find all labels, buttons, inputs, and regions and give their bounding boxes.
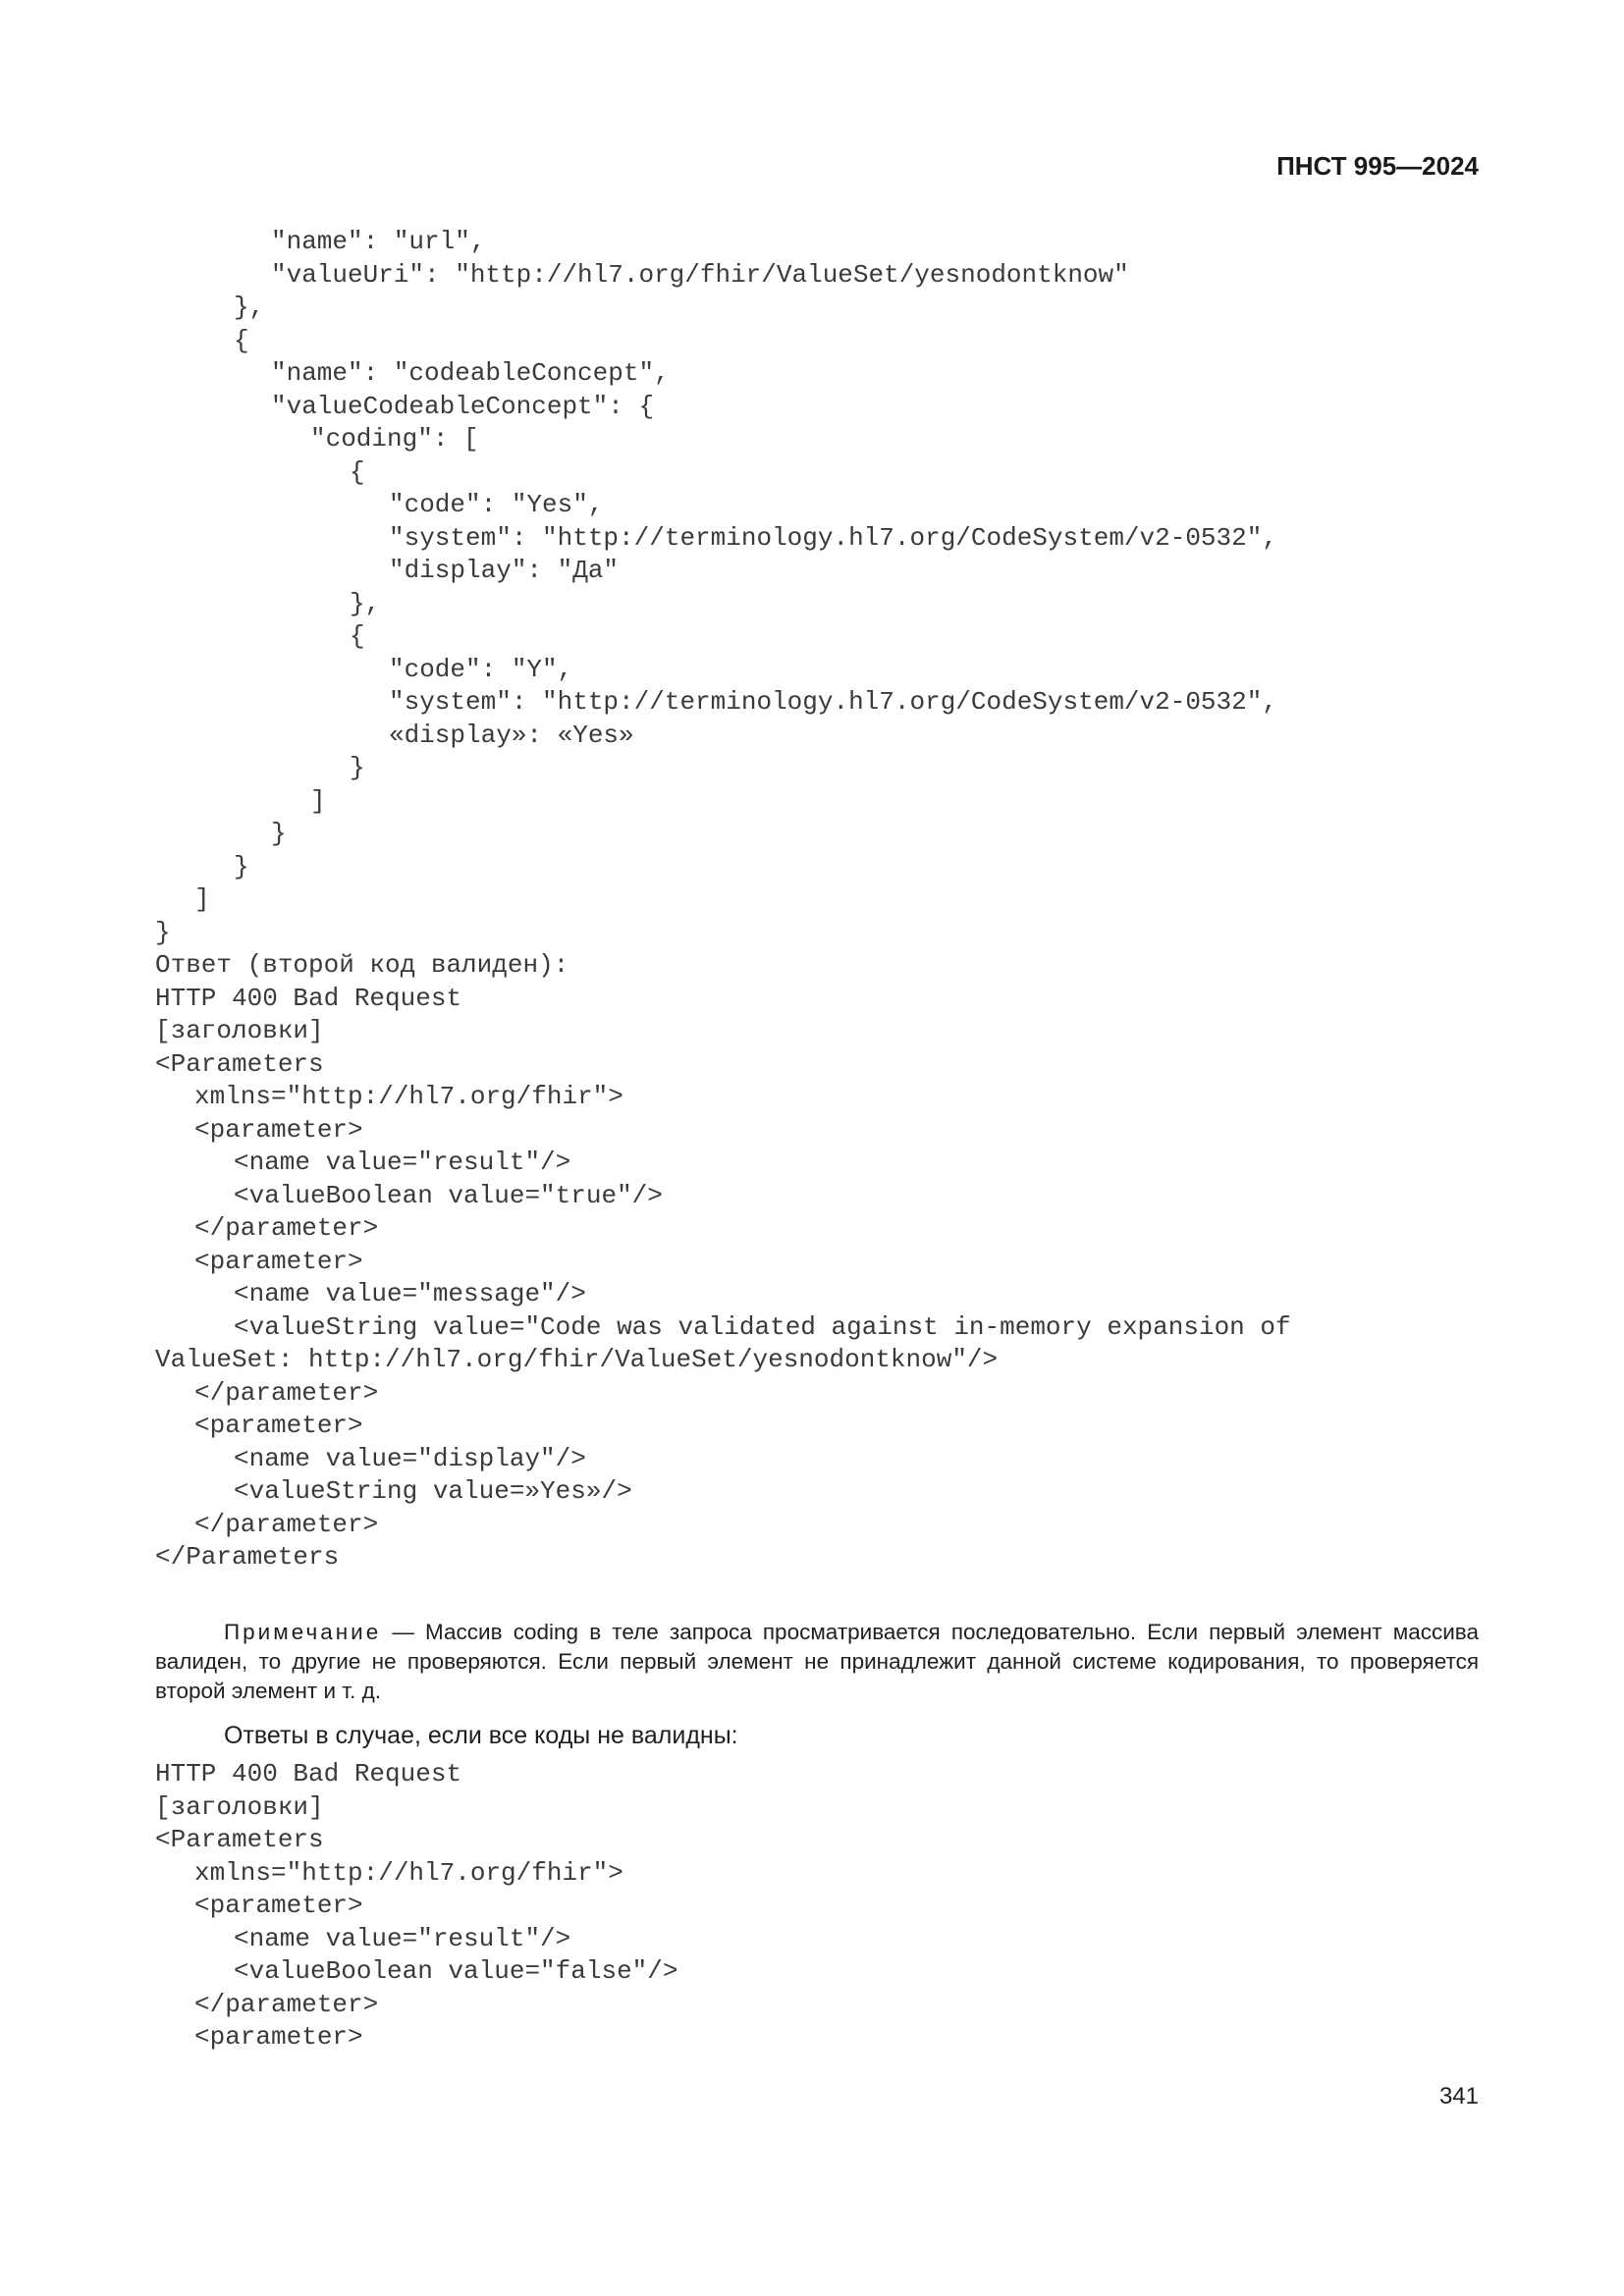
page-number: 341 bbox=[1438, 2083, 1479, 2109]
note-label: Примечание bbox=[224, 1620, 382, 1644]
code-line: "valueUri": "http://hl7.org/fhir/ValueSet/yesnodontknow" bbox=[271, 259, 1129, 290]
code-line: </parameter> bbox=[194, 1509, 379, 1539]
code-block-invalid-response bbox=[0, 1758, 677, 2055]
code-line: </parameter> bbox=[194, 1377, 379, 1408]
code-line: <valueString value="Code was validated against in-memory expansion of bbox=[234, 1311, 1291, 1342]
code-line: <name value="display"/> bbox=[234, 1443, 586, 1473]
code-line: } bbox=[350, 753, 365, 782]
code-line: <name value="result"/> bbox=[234, 1148, 571, 1177]
code-line: HTTP 400 Bad Request bbox=[155, 1759, 462, 1789]
code-line: { bbox=[234, 325, 249, 355]
code-line: [заголовки] bbox=[155, 1791, 324, 1822]
code-line: "code": "Y", bbox=[389, 654, 573, 684]
code-line: <parameter> bbox=[194, 1891, 363, 1920]
code-line: "valueCodeableConcept": { bbox=[271, 391, 655, 421]
code-line: </Parameters bbox=[155, 1542, 340, 1572]
code-line: <name value="message"/> bbox=[234, 1279, 586, 1308]
code-line: <parameter> bbox=[194, 1246, 363, 1276]
code-line: "name": "url", bbox=[271, 227, 486, 256]
code-line: "display": "Да" bbox=[389, 556, 620, 585]
code-line: ] bbox=[310, 785, 326, 816]
code-line: { bbox=[350, 621, 365, 651]
code-line: <Parameters bbox=[155, 1048, 324, 1079]
code-block-request-and-response bbox=[0, 226, 1291, 1575]
code-line: }, bbox=[234, 293, 265, 322]
code-line: <valueBoolean value="true"/> bbox=[234, 1180, 663, 1210]
code-line: } bbox=[234, 851, 249, 881]
code-line: Ответ (второй код валиден): bbox=[155, 950, 569, 980]
code-line: "coding": [ bbox=[310, 424, 479, 454]
code-line: "name": "codeableConcept", bbox=[271, 358, 670, 388]
code-line: <parameter> bbox=[194, 2022, 363, 2052]
note-paragraph bbox=[155, 1618, 1479, 1706]
code-line: ] bbox=[194, 884, 210, 914]
code-line: { bbox=[350, 456, 365, 487]
code-line: } bbox=[155, 917, 171, 947]
code-line: "code": "Yes", bbox=[389, 490, 604, 519]
code-line: <valueBoolean value="false"/> bbox=[234, 1956, 678, 1986]
code-line: [заголовки] bbox=[155, 1016, 324, 1045]
code-line: } bbox=[271, 819, 287, 848]
code-line: <name value="result"/> bbox=[234, 1923, 571, 1953]
code-line: <Parameters bbox=[155, 1825, 324, 1854]
code-line: <parameter> bbox=[194, 1411, 363, 1440]
page-header: ПНСТ 995—2024 bbox=[1276, 151, 1479, 181]
code-line: </parameter> bbox=[194, 1213, 379, 1243]
code-line: HTTP 400 Bad Request bbox=[155, 983, 462, 1013]
answers-heading: Ответы в случае, если все коды не валидны: bbox=[224, 1722, 738, 1749]
code-line: </parameter> bbox=[194, 1989, 379, 2019]
code-line: <valueString value=»Yes»/> bbox=[234, 1476, 632, 1506]
code-line: }, bbox=[350, 588, 381, 618]
code-line: <parameter> bbox=[194, 1114, 363, 1145]
code-line: ValueSet: http://hl7.org/fhir/ValueSet/yesnodontknow"/> bbox=[155, 1345, 999, 1374]
code-line: «display»: «Yes» bbox=[389, 720, 634, 750]
code-line: xmlns="http://hl7.org/fhir"> bbox=[194, 1857, 623, 1888]
code-line: "system": "http://terminology.hl7.org/CodeSystem/v2-0532", bbox=[389, 522, 1277, 553]
note-text: — Массив coding в теле запроса просматривается последовательно. Если первый элемент массива валиден, то другие не проверяются. Если первый элемент не принадлежит данной системе кодирования, то проверяется второй элемент и т. д. bbox=[155, 1620, 1479, 1703]
code-line: xmlns="http://hl7.org/fhir"> bbox=[194, 1082, 623, 1111]
code-line: "system": "http://terminology.hl7.org/CodeSystem/v2-0532", bbox=[389, 687, 1277, 717]
